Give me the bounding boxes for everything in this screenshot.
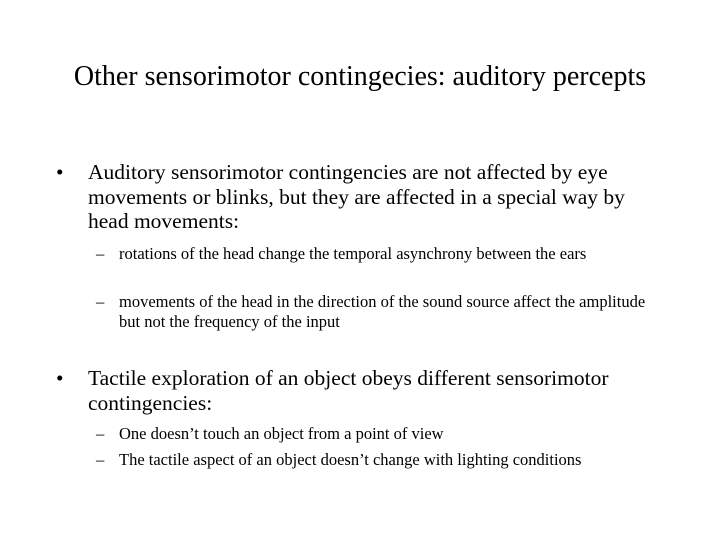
sub-bullet-text: rotations of the head change the temporal asynchrony between the ears <box>119 244 587 263</box>
sub-bullet-text: One doesn’t touch an object from a point of view <box>119 424 444 443</box>
bullet-text: Tactile exploration of an object obeys different sensorimotor contingencies: <box>88 366 609 415</box>
sub-bullet-item <box>96 424 656 444</box>
sub-bullet-item <box>96 244 656 264</box>
bullet-text: Auditory sensorimotor contingencies are not affected by eye movements or blinks, but they are affected in a special way by head movements: <box>88 160 625 233</box>
bullet-marker: • <box>56 366 64 390</box>
sub-bullet-marker: – <box>96 450 105 469</box>
sub-bullet-marker: – <box>96 292 105 311</box>
sub-bullet-item <box>96 292 656 332</box>
sub-bullet-marker: – <box>96 244 105 263</box>
sub-bullet-item <box>96 450 656 470</box>
sub-bullet-text: The tactile aspect of an object doesn’t change with lighting conditions <box>119 450 582 469</box>
bullet-item <box>56 366 666 415</box>
sub-bullet-text: movements of the head in the direction of the sound source affect the amplitude but not the frequency of the input <box>119 292 646 331</box>
sub-bullet-marker: – <box>96 424 105 443</box>
bullet-marker: • <box>56 160 64 184</box>
slide-title: Other sensorimotor contingecies: auditory percepts <box>73 61 647 92</box>
bullet-item <box>56 160 666 234</box>
